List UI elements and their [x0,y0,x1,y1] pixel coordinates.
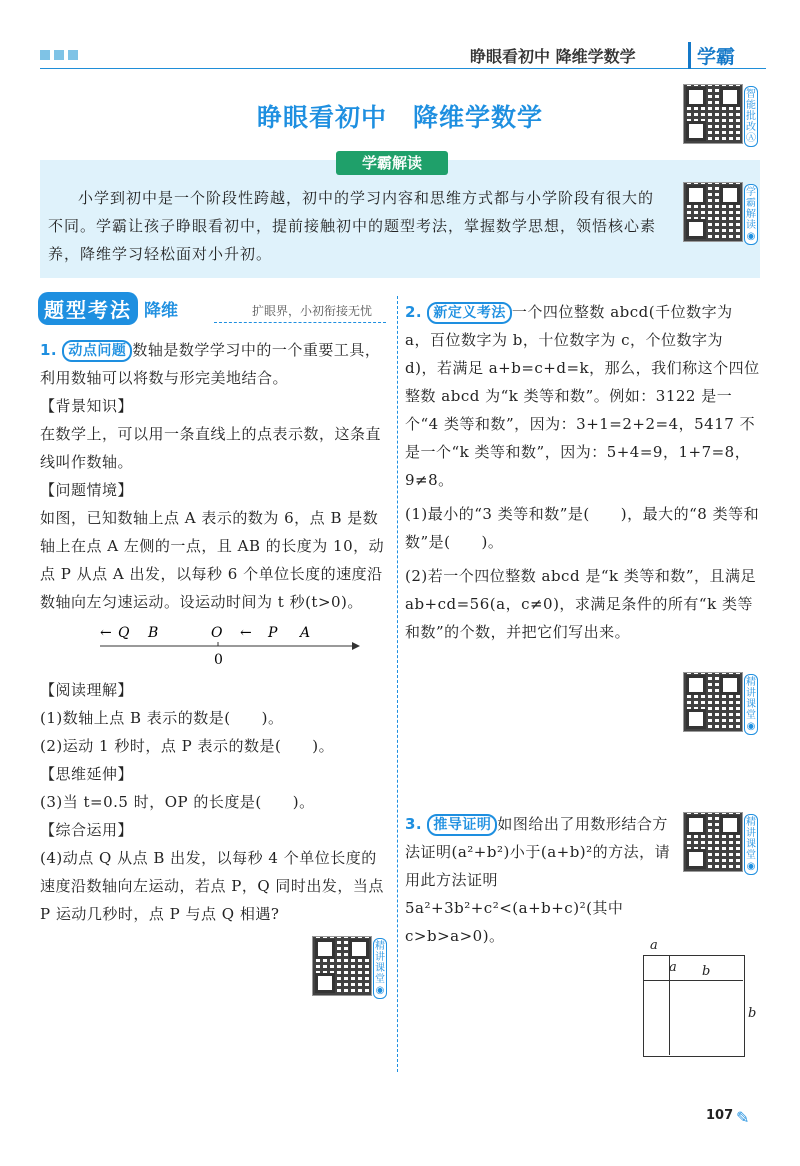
square-figure [643,955,745,1057]
arrow-p: ← [240,625,252,641]
q1-part-3: (3)当 t=0.5 时，OP 的长度是( )。 [40,793,315,811]
fig-label-a-top: a [650,938,658,953]
q1-intro: 数轴是数学学习中的一个重要工具，利用数轴可以将数与形完美地结合。 [40,341,381,387]
section-note: 扩眼界，小初衔接无忧 [252,304,373,318]
label-p: P [268,625,278,641]
square-horizontal-line [643,980,743,981]
number-line-figure [100,622,360,672]
axis-arrow [352,642,360,650]
qr-tag-lesson-1: 精 讲 课 堂 ◉ [373,938,387,999]
qr-tag-lesson-3: 精 讲 课 堂 ◉ [744,814,758,875]
q1-bg-text: 在数学上，可以用一条直线上的点表示数，这条直线叫作数轴。 [40,425,382,471]
q1-part-1: (1)数轴上点 B 表示的数是( )。 [40,709,284,727]
label-q: Q [118,625,130,641]
qr-code-smart-grading[interactable] [683,84,743,144]
q1-bg-head: 【背景知识】 [40,397,134,415]
qr-code-interpretation[interactable] [683,182,743,242]
section-title [38,292,178,325]
arrow-q: ← [100,625,112,641]
header-title: 睁眼看初中 降维学数学 [470,47,636,66]
label-a: A [300,625,311,641]
label-o: O [211,625,223,641]
question-3 [405,810,680,950]
qr-tag-lesson-2: 精 讲 课 堂 ◉ [744,674,758,735]
section-dash [214,322,386,323]
question-2 [405,298,760,646]
question-tag: 推导证明 [427,814,497,836]
qr-code-lesson-2[interactable] [683,672,743,732]
q2-text: 一个四位整数 abcd(千位数字为 a，百位数字为 b，十位数字为 c，个位数字为 d)，若满足 a+b=c+d=k，那么，我们称这个四位整数 abcd 为“k 类等和数”。例如：3122 是一个“4 类等和数”，因为：3+1=2+2=4，5417 不是一个“k 类等和数”，因为：5+4=9，1+7=8，9≠8。 [405,303,760,489]
qr-tag-smart-grading: 智 能 批 改 Ⓐ [744,86,758,147]
question-number: 2. [405,303,423,321]
question-number: 1. [40,341,58,359]
q2-part-1: (1)最小的“3 类等和数”是( )，最大的“8 类等和数”是( )。 [405,505,760,551]
question-1-parts [40,676,390,928]
q1-sit-text: 如图，已知数轴上点 A 表示的数为 6，点 B 是数轴上在点 A 左侧的一点，且 AB 的长度为 10，动点 P 从点 A 出发，以每秒 6 个单位长度的速度沿数轴向左匀速运动。设运动时间为 t 秒(t>0)。 [40,509,385,611]
q1-app-head: 【综合运用】 [40,821,134,839]
fig-label-a-inner: a [669,960,677,975]
q3-text: 如图给出了用数形结合方法证明(a²+b²)小于(a+b)²的方法，请用此方法证明 5a²+3b²+c²<(a+b+c)²(其中 c>b>a>0)。 [405,815,671,945]
question-tag: 新定义考法 [427,302,512,324]
question-number: 3. [405,815,423,833]
page-title: 睁眼看初中 降维学数学 [256,103,543,132]
q2-part-2: (2)若一个四位整数 abcd 是“k 类等和数”，且满足 ab+cd=56(a，c≠0)，求满足条件的所有“k 类等和数”的个数，并把它们写出来。 [405,567,757,641]
q1-ext-head: 【思维延伸】 [40,765,134,783]
q1-part-4: (4)动点 Q 从点 B 出发，以每秒 4 个单位长度的速度沿数轴向左运动，若点 P，Q 同时出发，当点 P 运动几秒时，点 P 与点 Q 相遇? [40,849,384,923]
fig-label-b-top: b [702,964,711,979]
q1-part-2: (2)运动 1 秒时，点 P 表示的数是( )。 [40,737,335,755]
label-zero: 0 [214,652,223,668]
header-brand: 学霸 [688,42,735,69]
intro-text: 小学到初中是一个阶段性跨越，初中的学习内容和思维方式都与小学阶段有很大的不同。学霸让孩子睁眼看初中，提前接触初中的题型考法，掌握数学思想，领悟核心素养，降维学习轻松面对小升初。 [48,189,657,263]
q1-read-head: 【阅读理解】 [40,681,134,699]
header-decoration [40,50,78,60]
qr-code-lesson-3[interactable] [683,812,743,872]
fig-label-b-side: b [748,1006,757,1021]
section-badge: 题型考法 [38,292,138,325]
pencil-icon: ✎ [736,1108,750,1127]
intro-label: 学霸解读 [336,151,448,175]
question-1 [40,336,390,616]
q1-sit-head: 【问题情境】 [40,481,134,499]
column-divider [397,296,398,1072]
label-b: B [148,625,159,641]
header-rule [40,68,766,69]
page-number: 107 [706,1108,734,1123]
section-subtitle: 降维 [144,301,178,321]
qr-code-lesson-1[interactable] [312,936,372,996]
qr-tag-interpretation: 学 霸 解 读 ◉ [744,184,758,245]
question-tag: 动点问题 [62,340,132,362]
